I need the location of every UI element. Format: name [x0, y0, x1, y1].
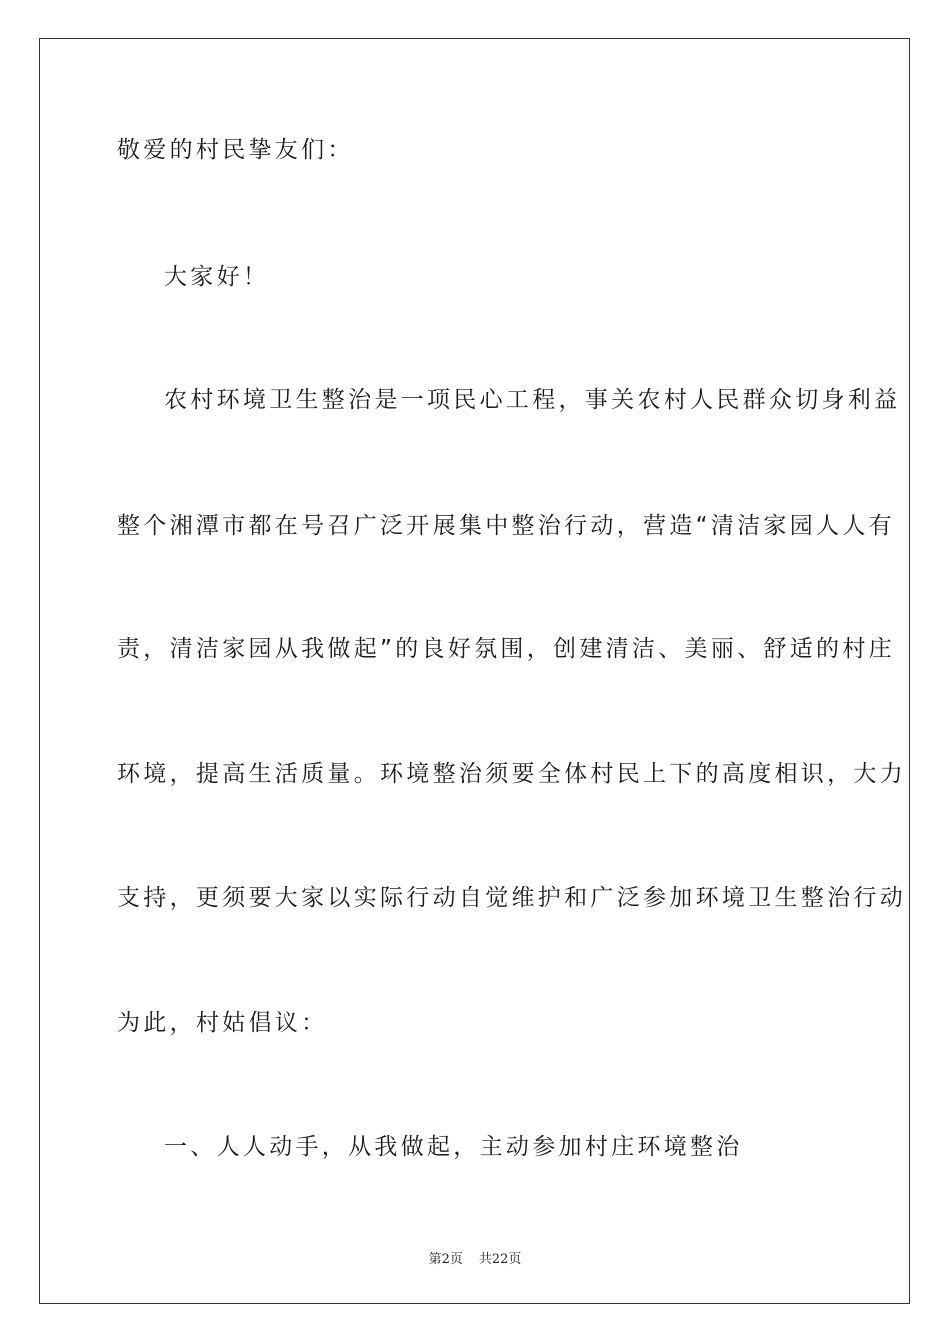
section-heading: 一、人人动手，从我做起，主动参加村庄环境整治 — [164, 1134, 743, 1160]
body-line-3: 责，清洁家园从我做起”的良好氛围，创建清洁、美丽、舒适的村庄 — [117, 636, 895, 662]
page-number: 第2页 — [428, 1252, 463, 1267]
greeting: 大家好！ — [164, 264, 270, 290]
body-line-4: 环境，提高生活质量。环境整治须要全体村民上下的高度相识，大力 — [117, 761, 906, 787]
body-line-5: 支持，更须要大家以实际行动自觉维护和广泛参加环境卫生整治行动 — [117, 885, 906, 911]
body-line-6: 为此，村姑倡议： — [117, 1010, 328, 1036]
body-line-2: 整个湘潭市都在号召广泛开展集中整治行动，营造“清洁家园人人有 — [117, 513, 895, 539]
page-footer — [0, 1248, 950, 1267]
page-total: 共22页 — [478, 1252, 522, 1267]
body-line-1: 农村环境卫生整治是一项民心工程，事关农村人民群众切身利益 — [164, 387, 901, 413]
page-border — [39, 38, 910, 1304]
salutation: 敬爱的村民挚友们： — [117, 137, 354, 163]
